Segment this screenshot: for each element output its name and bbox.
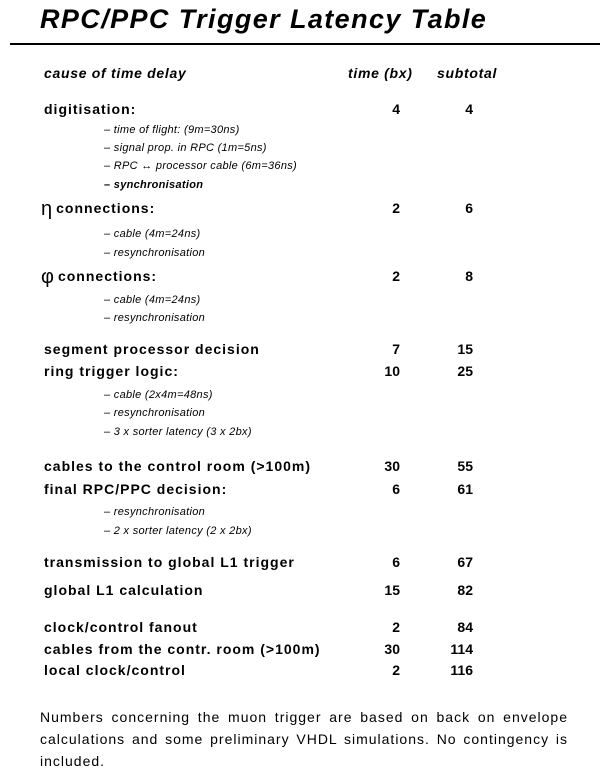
- row-subtotal: 8: [465, 268, 473, 284]
- row-time: 10: [384, 363, 400, 379]
- detail-item: – cable (4m=24ns): [104, 228, 201, 240]
- detail-item: – 3 x sorter latency (3 x 2bx): [104, 426, 252, 438]
- row-label: global L1 calculation: [44, 582, 204, 598]
- detail-item: – resynchronisation: [104, 506, 206, 518]
- title-divider: [10, 43, 600, 45]
- row-subtotal: 15: [457, 341, 473, 357]
- row-label: [41, 198, 155, 219]
- row-label: digitisation:: [44, 101, 137, 117]
- detail-item: – RPC ↔ processor cable (6m=36ns): [104, 160, 298, 172]
- detail-item: – resynchronisation: [104, 247, 206, 259]
- detail-item: – resynchronisation: [104, 312, 206, 324]
- detail-item: – cable (2x4m=48ns): [104, 389, 213, 401]
- latency-row-cables-from-control-room: [0, 639, 610, 659]
- latency-row-global-l1-calculation: [0, 580, 610, 600]
- latency-row-cables-to-control-room: [0, 456, 610, 476]
- row-time: 30: [384, 458, 400, 474]
- row-time: 30: [384, 641, 400, 657]
- row-subtotal: 4: [465, 101, 473, 117]
- row-subtotal: 61: [457, 481, 473, 497]
- row-label-text: connections:: [57, 268, 158, 284]
- latency-row-eta-connections: [0, 198, 610, 218]
- row-time: 2: [392, 619, 400, 635]
- latency-row-ring-trigger: [0, 361, 610, 381]
- row-subtotal: 55: [457, 458, 473, 474]
- row-subtotal: 116: [450, 662, 473, 678]
- latency-row-local-clock: [0, 660, 610, 680]
- row-label-text: connections:: [56, 200, 156, 216]
- detail-item: – time of flight: (9m=30ns): [104, 124, 240, 136]
- row-time: 6: [392, 554, 400, 570]
- row-label: cables to the control room (>100m): [44, 458, 311, 474]
- detail-item: – cable (4m=24ns): [104, 294, 201, 306]
- column-header-subtotal: subtotal: [437, 65, 498, 81]
- row-time: 2: [392, 662, 400, 678]
- latency-row-transmission-l1: [0, 552, 610, 572]
- latency-row-final-decision: [0, 479, 610, 499]
- row-subtotal: 114: [450, 641, 473, 657]
- row-label: [41, 266, 157, 287]
- detail-item: – resynchronisation: [104, 407, 206, 419]
- detail-item: – 2 x sorter latency (2 x 2bx): [104, 525, 252, 537]
- detail-item: – synchronisation: [104, 179, 204, 191]
- latency-row-digitisation: [0, 99, 610, 119]
- latency-row-segment-processor: [0, 339, 610, 359]
- row-label: ring trigger logic:: [44, 363, 179, 379]
- row-subtotal: 82: [457, 582, 473, 598]
- row-label: transmission to global L1 trigger: [44, 554, 295, 570]
- phi-symbol: φ: [41, 266, 54, 288]
- row-time: 15: [384, 582, 400, 598]
- row-time: 2: [392, 268, 400, 284]
- row-subtotal: 6: [465, 200, 473, 216]
- page-title: RPC/PPC Trigger Latency Table: [40, 4, 488, 34]
- row-time: 2: [392, 200, 400, 216]
- column-header-cause: cause of time delay: [44, 65, 187, 81]
- row-subtotal: 84: [457, 619, 473, 635]
- row-label: cables from the contr. room (>100m): [44, 641, 321, 657]
- latency-row-clock-fanout: [0, 617, 610, 637]
- latency-row-phi-connections: [0, 266, 610, 286]
- row-time: 4: [392, 101, 400, 117]
- row-time: 7: [392, 341, 400, 357]
- row-label: segment processor decision: [44, 341, 260, 357]
- eta-symbol: η: [41, 198, 53, 220]
- detail-item: – signal prop. in RPC (1m=5ns): [104, 142, 267, 154]
- footnote: Numbers concerning the muon trigger are based on back on envelope calculations and some preliminary VHDL simulations. No contingency is included.: [40, 709, 568, 769]
- row-subtotal: 67: [457, 554, 473, 570]
- row-time: 6: [392, 481, 400, 497]
- row-label: final RPC/PPC decision:: [44, 481, 228, 497]
- row-label: clock/control fanout: [44, 619, 198, 635]
- row-subtotal: 25: [457, 363, 473, 379]
- column-header-time: time (bx): [348, 65, 413, 81]
- row-label: local clock/control: [44, 662, 186, 678]
